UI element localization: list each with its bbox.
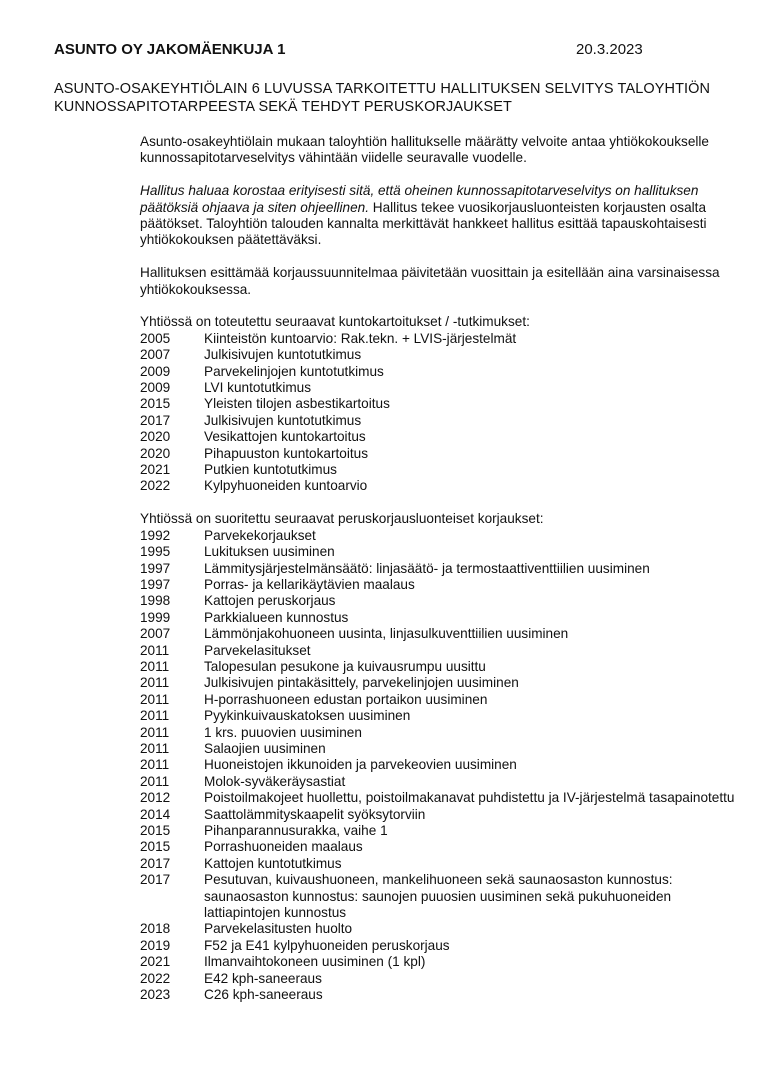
list-item xyxy=(140,347,740,363)
item-year: 2023 xyxy=(140,987,171,1003)
item-year: 2012 xyxy=(140,790,171,806)
item-description: Parvekekorjaukset xyxy=(204,527,316,543)
list-item xyxy=(140,675,740,691)
list-item xyxy=(140,790,740,806)
item-year: 2015 xyxy=(140,823,171,838)
item-year: 2022 xyxy=(140,970,171,986)
item-description: Poistoilmakojeet huollettu, poistoilmakanavat puhdistettu ja IV-järjestelmä tasapainotettu xyxy=(204,790,735,806)
item-description: Kylpyhuoneiden kuntoarvio xyxy=(204,478,368,494)
item-year: 2011 xyxy=(140,740,170,756)
list-item xyxy=(140,839,740,855)
item-description: Vesikattojen kuntokartoitus xyxy=(204,429,366,445)
document-heading xyxy=(54,80,754,116)
company-name: ASUNTO OY JAKOMÄENKUJA 1 xyxy=(54,41,286,58)
list-item xyxy=(140,856,740,872)
item-description: LVI kuntotutkimus xyxy=(204,380,312,396)
item-year: 1992 xyxy=(140,527,171,543)
surveys-list xyxy=(140,331,740,495)
item-description: Parvekelasitusten huolto xyxy=(204,921,353,937)
item-year: 2021 xyxy=(140,954,171,970)
item-description: C26 kph-saneeraus xyxy=(204,987,323,1003)
item-description: Lämmitysjärjestelmänsäätö: linjasäätö- ja termostaattiventtiilien uusiminen xyxy=(204,560,650,576)
item-description: Porras- ja kellarikäytävien maalaus xyxy=(204,576,415,592)
item-year: 2011 xyxy=(140,773,170,789)
item-year: 1998 xyxy=(140,593,171,609)
item-year: 2011 xyxy=(140,724,170,740)
item-description: Parkkialueen kunnostus xyxy=(204,609,349,625)
list-item xyxy=(140,659,740,675)
heading-line-2: KUNNOSSAPITOTARPEESTA SEKÄ TEHDYT PERUSKORJAUKSET xyxy=(54,99,513,115)
list-item xyxy=(140,971,740,987)
list-item xyxy=(140,446,740,462)
item-year: 1997 xyxy=(140,576,171,592)
list-item xyxy=(140,938,740,954)
item-description: E42 kph-saneeraus xyxy=(204,970,322,986)
item-description: Salaojien uusiminen xyxy=(204,740,326,756)
intro-paragraph-2 xyxy=(140,183,740,249)
item-year: 2021 xyxy=(140,462,171,478)
item-description: Pesutuvan, kuivaushuoneen, mankelihuoneen sekä saunaosaston kunnostus: saunaosaston kunnostus: saunojen puuosien uusiminen sekä pukuhuoneiden lattiapintojen kunnostus xyxy=(204,872,673,921)
item-description: Kattojen peruskorjaus xyxy=(204,593,336,609)
list-item xyxy=(140,823,740,839)
item-year: 2007 xyxy=(140,347,171,363)
repairs-title: Yhtiössä on suoritettu seuraavat peruskorjausluonteiset korjaukset: xyxy=(140,511,544,527)
repairs-list xyxy=(140,528,740,1004)
list-item xyxy=(140,757,740,773)
item-description: Huoneistojen ikkunoiden ja parvekeovien uusiminen xyxy=(204,757,517,773)
item-year: 2017 xyxy=(140,872,171,888)
item-year: 2014 xyxy=(140,806,171,822)
list-item xyxy=(140,544,740,560)
item-description: Ilmanvaihtokoneen uusiminen (1 kpl) xyxy=(204,954,426,970)
item-year: 2011 xyxy=(140,642,170,658)
item-year: 1997 xyxy=(140,560,171,576)
item-description: Talopesulan pesukone ja kuivausrumpu uusittu xyxy=(204,658,486,674)
list-item xyxy=(140,413,740,429)
item-year: 2017 xyxy=(140,412,171,428)
item-description: Yleisten tilojen asbestikartoitus xyxy=(204,396,390,412)
list-item xyxy=(140,364,740,380)
heading-line-1: ASUNTO-OSAKEYHTIÖLAIN 6 LUVUSSA TARKOITETTU HALLITUKSEN SELVITYS TALOYHTIÖN xyxy=(54,81,711,97)
list-item xyxy=(140,577,740,593)
item-year: 2011 xyxy=(140,691,170,707)
item-year: 2007 xyxy=(140,626,171,642)
item-year: 2009 xyxy=(140,380,171,396)
list-item xyxy=(140,725,740,741)
list-item xyxy=(140,610,740,626)
intro-paragraph-2-rest: Hallitus tekee vuosikorjausluonteisten korjausten osalta päätökset. Taloyhtiön talouden kannalta merkittävät hankkeet hallitus esittää tapauskohtaisesti yhtiökokouksen päätettäväksi. xyxy=(140,199,707,248)
intro-paragraph-3: Hallituksen esittämää korjaussuunnitelmaa päivitetään vuosittain ja esitellään aina varsinaisessa yhtiökokouksessa. xyxy=(140,265,720,297)
item-description: Pyykinkuivauskatoksen uusiminen xyxy=(204,708,411,724)
item-description: 1 krs. puuovien uusiminen xyxy=(204,724,362,740)
list-item xyxy=(140,331,740,347)
document-body xyxy=(140,134,740,1020)
item-year: 2011 xyxy=(140,757,170,773)
item-year: 1999 xyxy=(140,609,171,625)
item-year: 2018 xyxy=(140,921,171,937)
list-item xyxy=(140,643,740,659)
item-description: Pihapuuston kuntokartoitus xyxy=(204,445,368,461)
item-description: Molok-syväkeräysastiat xyxy=(204,773,346,789)
item-description: Kattojen kuntotutkimus xyxy=(204,855,342,871)
list-item xyxy=(140,626,740,642)
document-header xyxy=(54,40,694,60)
item-year: 2015 xyxy=(140,839,171,855)
item-year: 2017 xyxy=(140,855,171,871)
list-item xyxy=(140,396,740,412)
item-description: Parvekelinjojen kuntotutkimus xyxy=(204,363,384,379)
list-item xyxy=(140,872,740,921)
list-item xyxy=(140,429,740,445)
intro-paragraph-2-italic: Hallitus haluaa korostaa erityisesti sitä, että oheinen kunnossapitotarveselvitys on hallituksen päätöksiä ohjaava ja siten ohjeellinen. xyxy=(140,183,699,215)
list-item xyxy=(140,478,740,494)
list-item xyxy=(140,987,740,1003)
item-year: 2011 xyxy=(140,708,170,724)
list-item xyxy=(140,593,740,609)
list-item xyxy=(140,954,740,970)
item-description: Julkisivujen kuntotutkimus xyxy=(204,347,362,363)
document-date: 20.3.2023 xyxy=(576,41,643,58)
list-item xyxy=(140,921,740,937)
item-description: Lämmönjakohuoneen uusinta, linjasulkuventtiilien uusiminen xyxy=(204,626,569,642)
item-description: H-porrashuoneen edustan portaikon uusiminen xyxy=(204,691,488,707)
list-item xyxy=(140,774,740,790)
item-year: 2020 xyxy=(140,445,171,461)
item-description: Julkisivujen kuntotutkimus xyxy=(204,412,362,428)
list-item xyxy=(140,380,740,396)
item-year: 2015 xyxy=(140,396,171,412)
item-description: Parvekelasitukset xyxy=(204,642,311,658)
list-item xyxy=(140,528,740,544)
list-item xyxy=(140,741,740,757)
item-year: 1995 xyxy=(140,544,171,560)
item-description: Porrashuoneiden maalaus xyxy=(204,839,363,855)
item-description: Saattolämmityskaapelit syöksytorviin xyxy=(204,806,426,822)
item-year: 2011 xyxy=(140,675,170,691)
item-year: 2020 xyxy=(140,429,171,445)
item-description: Putkien kuntotutkimus xyxy=(204,462,337,478)
intro-paragraph-1: Asunto-osakeyhtiölain mukaan taloyhtiön hallitukselle määrätty velvoite antaa yhtiökokoukselle kunnossapitotarveselvitys vähintään viidelle seuravalle vuodelle. xyxy=(140,134,709,166)
item-description: F52 ja E41 kylpyhuoneiden peruskorjaus xyxy=(204,937,450,953)
list-item xyxy=(140,462,740,478)
list-item xyxy=(140,807,740,823)
list-item xyxy=(140,561,740,577)
item-year: 2011 xyxy=(140,658,170,674)
list-item xyxy=(140,692,740,708)
item-description: Lukituksen uusiminen xyxy=(204,544,335,560)
item-description: Kiinteistön kuntoarvio: Rak.tekn. + LVIS-järjestelmät xyxy=(204,330,517,346)
item-year: 2009 xyxy=(140,363,171,379)
item-year: 2005 xyxy=(140,330,171,346)
item-year: 2019 xyxy=(140,937,171,953)
item-year: 2022 xyxy=(140,478,171,494)
list-item xyxy=(140,708,740,724)
surveys-title: Yhtiössä on toteutettu seuraavat kuntokartoitukset / -tutkimukset: xyxy=(140,314,530,330)
item-description: Pihanparannusurakka, vaihe 1 xyxy=(204,823,388,838)
item-description: Julkisivujen pintakäsittely, parvekelinjojen uusiminen xyxy=(204,675,519,691)
